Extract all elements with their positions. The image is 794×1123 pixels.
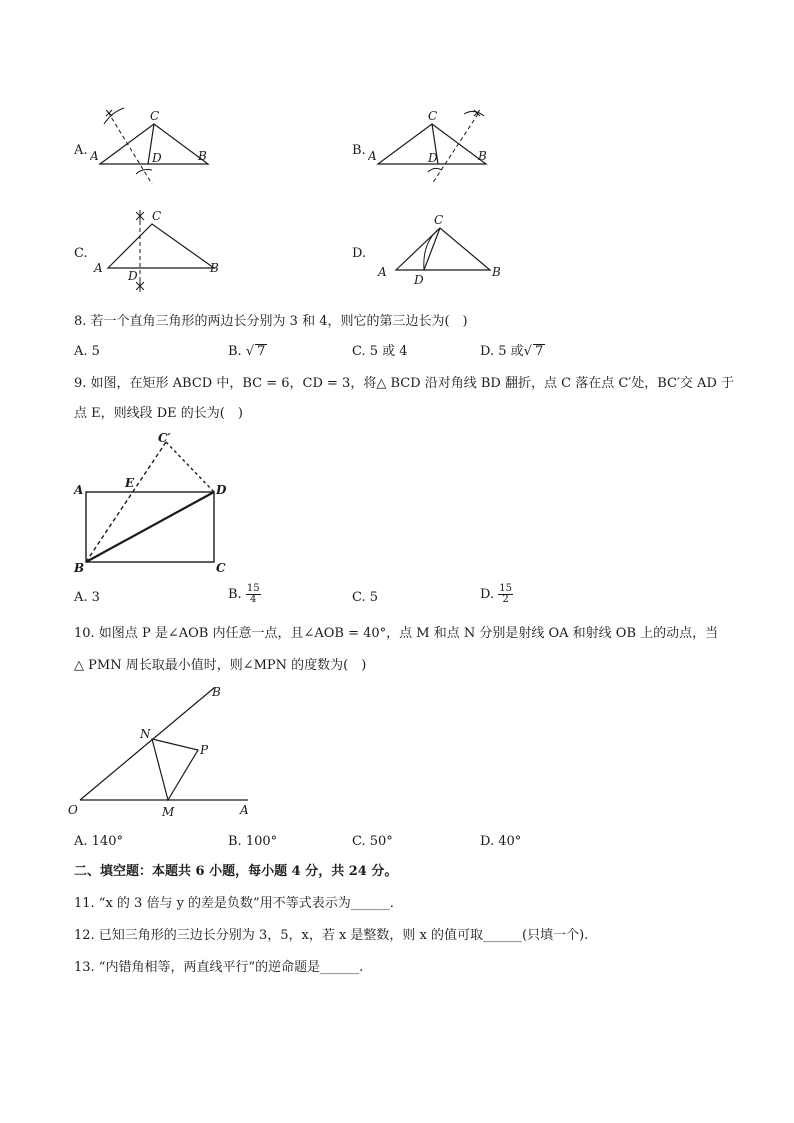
- q9-figure: [70, 432, 240, 580]
- q8-option-c: C. 5 或 4: [352, 344, 408, 359]
- label-b: B: [198, 149, 207, 163]
- q7-option-c-label: C.: [74, 246, 88, 261]
- q8-option-d: [480, 344, 545, 360]
- q9-option-d: [480, 584, 513, 605]
- label-a: A: [368, 149, 377, 163]
- label-c: C: [428, 109, 438, 123]
- label-d: D: [216, 483, 227, 497]
- q8-stem: 8. 若一个直角三角形的两边长分别为 3 和 4，则它的第三边长为( ): [74, 314, 468, 329]
- label-cprime: C′: [158, 432, 171, 445]
- q10-stem-line1: 10. 如图点 P 是∠AOB 内任意一点，且∠AOB = 40°，点 M 和点 N 分别是射线 OA 和射线 OB 上的动点，当: [74, 626, 719, 641]
- label-c: C: [216, 561, 226, 575]
- q11-stem: 11. “x 的 3 倍与 y 的差是负数”用不等式表示为______.: [74, 896, 394, 911]
- q9-option-b: [228, 584, 261, 605]
- label-a: A: [240, 803, 249, 817]
- segment-bcprime: [86, 442, 166, 562]
- triangle-abc: [396, 228, 490, 270]
- q9-stem-line1: 9. 如图，在矩形 ABCD 中，BC = 6，CD = 3，将△ BCD 沿对角线 BD 翻折，点 C 落在点 C′处，BC′交 AD 于: [74, 376, 734, 391]
- label-d: D: [128, 269, 138, 283]
- label-m: M: [162, 805, 175, 819]
- q8-option-d-radicand: 7: [534, 344, 544, 359]
- construction-arc: [136, 170, 152, 175]
- q10-stem-line2: △ PMN 周长取最小值时，则∠MPN 的度数为( ): [74, 658, 367, 673]
- label-d: D: [414, 273, 424, 287]
- ray-ob: [80, 688, 214, 800]
- q10-option-d: D. 40°: [480, 834, 522, 849]
- q8-option-b-radicand: 7: [257, 344, 266, 359]
- q8-option-a: A. 5: [74, 344, 100, 359]
- fraction-denominator: 2: [502, 594, 509, 605]
- label-c: C: [152, 209, 162, 223]
- q9-option-b-prefix: B.: [228, 587, 246, 602]
- label-c: C: [434, 213, 444, 227]
- perpendicular-bisector-line: [108, 112, 152, 184]
- q12-stem: 12. 已知三角形的三边长分别为 3，5，x，若 x 是整数，则 x 的值可取______(只填一个).: [74, 928, 589, 943]
- q7-option-b-label: B.: [352, 143, 366, 158]
- q13-stem: 13. “内错角相等，两直线平行”的逆命题是______.: [74, 960, 364, 975]
- q9-option-d-fraction: [498, 584, 513, 605]
- q9-option-d-prefix: D.: [480, 587, 499, 602]
- q7-figure-d: [374, 212, 514, 292]
- segment-dcprime: [166, 442, 214, 492]
- label-p: P: [200, 743, 209, 757]
- label-a: A: [74, 483, 84, 497]
- q7-option-d-label: D.: [352, 246, 367, 261]
- construction-arc: [428, 168, 442, 172]
- label-a: A: [94, 261, 103, 275]
- sqrt-icon: √: [523, 344, 532, 359]
- sqrt-icon: √: [245, 344, 255, 359]
- label-a: A: [378, 265, 387, 279]
- q9-option-c: C. 5: [352, 590, 379, 605]
- fraction-denominator: 4: [250, 594, 257, 605]
- label-b: B: [74, 561, 85, 575]
- label-b: B: [492, 265, 501, 279]
- section-heading: 二、填空题：本题共 6 小题，每小题 4 分，共 24 分。: [74, 864, 398, 879]
- q7-option-a-label: A.: [74, 143, 88, 158]
- label-b: B: [210, 261, 219, 275]
- q9-option-a: A. 3: [74, 590, 100, 605]
- label-e: E: [125, 476, 135, 490]
- q10-option-a: A. 140°: [74, 834, 123, 849]
- label-n: N: [140, 727, 151, 741]
- label-o: O: [68, 803, 78, 817]
- q10-option-c: C. 50°: [352, 834, 393, 849]
- segment-cd: [424, 228, 440, 270]
- q7-figure-c: [90, 206, 230, 296]
- triangle-abc: [108, 224, 214, 268]
- label-b: B: [212, 685, 221, 699]
- label-d: D: [152, 151, 162, 165]
- q10-figure: [66, 682, 266, 822]
- q9-stem-line2: 点 E，则线段 DE 的长为( ): [74, 406, 243, 421]
- q8-option-d-prefix: D. 5 或: [480, 344, 524, 359]
- perpendicular-bisector-line: [432, 114, 478, 184]
- label-a: A: [90, 149, 99, 163]
- q7-figure-a: [90, 104, 220, 186]
- label-c: C: [150, 109, 160, 123]
- label-d: D: [428, 151, 438, 165]
- q7-figure-b: [368, 104, 498, 186]
- q10-option-b: B. 100°: [228, 834, 278, 849]
- fraction-numerator: 15: [499, 583, 512, 594]
- q9-option-b-fraction: [246, 584, 261, 605]
- triangle-pmn: [152, 739, 198, 800]
- diagonal-bd: [86, 492, 214, 562]
- label-b: B: [478, 149, 487, 163]
- q8-option-b: [228, 344, 267, 360]
- arc-intersection-mark: [106, 110, 112, 116]
- arc-intersection-mark: [136, 210, 144, 222]
- fraction-numerator: 15: [246, 583, 260, 594]
- q8-option-b-prefix: B.: [228, 344, 246, 359]
